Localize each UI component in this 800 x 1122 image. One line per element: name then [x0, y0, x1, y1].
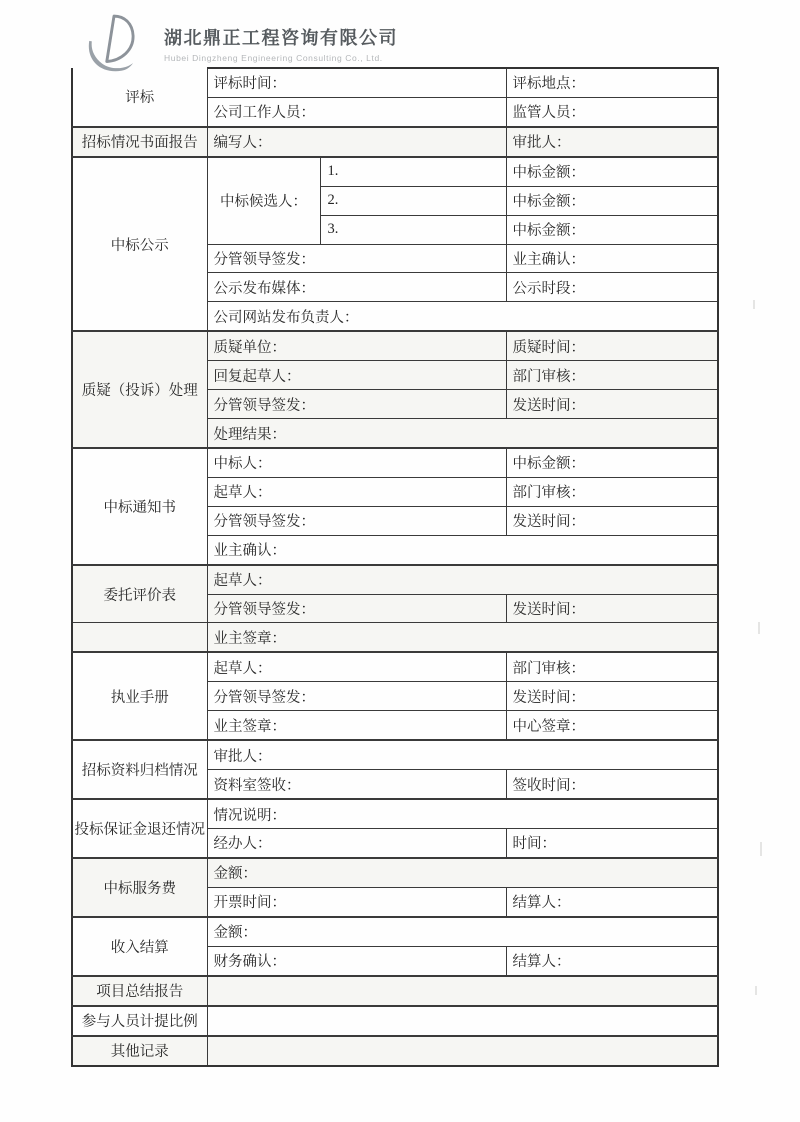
section-label-pingbiao: 评标 — [72, 68, 207, 127]
field-label: 时间： — [506, 828, 718, 857]
section-label-award-publicity: 中标公示 — [72, 157, 207, 331]
field-label: 评标地点： — [506, 68, 718, 97]
field-label: 金额： — [207, 917, 718, 946]
field-label: 发送时间： — [506, 682, 718, 711]
field-label: 中标金额： — [506, 186, 718, 215]
field-label: 公示发布媒体： — [207, 273, 506, 302]
field-label: 回复起草人： — [207, 361, 506, 390]
field-label: 起草人： — [207, 565, 718, 594]
field-label: 财务确认： — [207, 946, 506, 975]
field-label: 发送时间： — [506, 390, 718, 419]
field-label: 起草人： — [207, 652, 506, 681]
section-label-summary-report: 项目总结报告 — [72, 976, 207, 1006]
logo-text-block — [164, 24, 398, 63]
field-label: 部门审核： — [506, 652, 718, 681]
section-label-archiving: 招标资料归档情况 — [72, 740, 207, 799]
company-name: 湖北鼎正工程咨询有限公司 — [164, 28, 398, 48]
field-label: 处理结果： — [207, 419, 718, 448]
field-label: 业主签章： — [207, 623, 718, 652]
scan-artifact — [753, 300, 755, 309]
field-label: 公司工作人员： — [207, 97, 506, 126]
section-label-deposit-refund: 投标保证金退还情况 — [72, 799, 207, 858]
section-label-service-fee: 中标服务费 — [72, 858, 207, 917]
section-label-evaluation-form: 委托评价表 — [72, 565, 207, 623]
field-label: 中标人： — [207, 448, 506, 477]
field-label: 部门审核： — [506, 477, 718, 506]
candidate-number-cell: 3. — [320, 215, 506, 244]
field-label: 起草人： — [207, 477, 506, 506]
field-label: 质疑时间： — [506, 331, 718, 360]
field-label: 业主确认： — [506, 244, 718, 273]
section-label-award-notice: 中标通知书 — [72, 448, 207, 565]
section-label-practice-manual: 执业手册 — [72, 652, 207, 740]
field-label: 部门审核： — [506, 361, 718, 390]
field-label: 分管领导签发： — [207, 682, 506, 711]
section-label-objection-handling: 质疑（投诉）处理 — [72, 331, 207, 448]
field-label: 审批人： — [506, 127, 718, 157]
empty-field-cell — [207, 976, 718, 1006]
field-label: 分管领导签发： — [207, 244, 506, 273]
field-label: 开票时间： — [207, 887, 506, 916]
field-label: 公司网站发布负责人： — [207, 302, 718, 331]
empty-field-cell — [207, 1006, 718, 1036]
field-label: 情况说明： — [207, 799, 718, 828]
candidate-number-cell: 1. — [320, 157, 506, 186]
empty-section-label-cell — [72, 623, 207, 652]
field-label: 中心签章： — [506, 711, 718, 740]
section-label-staff-ratio: 参与人员计提比例 — [72, 1006, 207, 1036]
scan-artifact — [760, 842, 762, 856]
field-label: 分管领导签发： — [207, 506, 506, 535]
field-label: 公示时段： — [506, 273, 718, 302]
field-label: 质疑单位： — [207, 331, 506, 360]
section-label-income-settlement: 收入结算 — [72, 917, 207, 976]
field-label: 结算人： — [506, 946, 718, 975]
field-label: 分管领导签发： — [207, 390, 506, 419]
field-label: 发送时间： — [506, 506, 718, 535]
field-label: 业主签章： — [207, 711, 506, 740]
field-label: 审批人： — [207, 740, 718, 769]
field-label: 监管人员： — [506, 97, 718, 126]
field-label: 中标金额： — [506, 157, 718, 186]
field-label: 金额： — [207, 858, 718, 887]
candidate-number-cell: 2. — [320, 186, 506, 215]
field-label: 经办人： — [207, 828, 506, 857]
bidding-process-form-table — [71, 67, 719, 1067]
empty-field-cell — [207, 1036, 718, 1066]
field-label: 发送时间： — [506, 594, 718, 623]
section-label-written-report: 招标情况书面报告 — [72, 127, 207, 157]
field-label: 评标时间： — [207, 68, 506, 97]
field-label: 签收时间： — [506, 770, 718, 799]
candidate-label: 中标候选人： — [207, 157, 320, 244]
section-label-other-records: 其他记录 — [72, 1036, 207, 1066]
field-label: 分管领导签发： — [207, 594, 506, 623]
field-label: 资料室签收： — [207, 770, 506, 799]
scan-artifact — [755, 986, 757, 995]
company-name-english: Hubei Dingzheng Engineering Consulting Co., Ltd. — [164, 53, 383, 63]
field-label: 结算人： — [506, 887, 718, 916]
field-label: 编写人： — [207, 127, 506, 157]
scan-artifact — [758, 622, 760, 634]
field-label: 中标金额： — [506, 448, 718, 477]
field-label: 中标金额： — [506, 215, 718, 244]
field-label: 业主确认： — [207, 535, 718, 564]
